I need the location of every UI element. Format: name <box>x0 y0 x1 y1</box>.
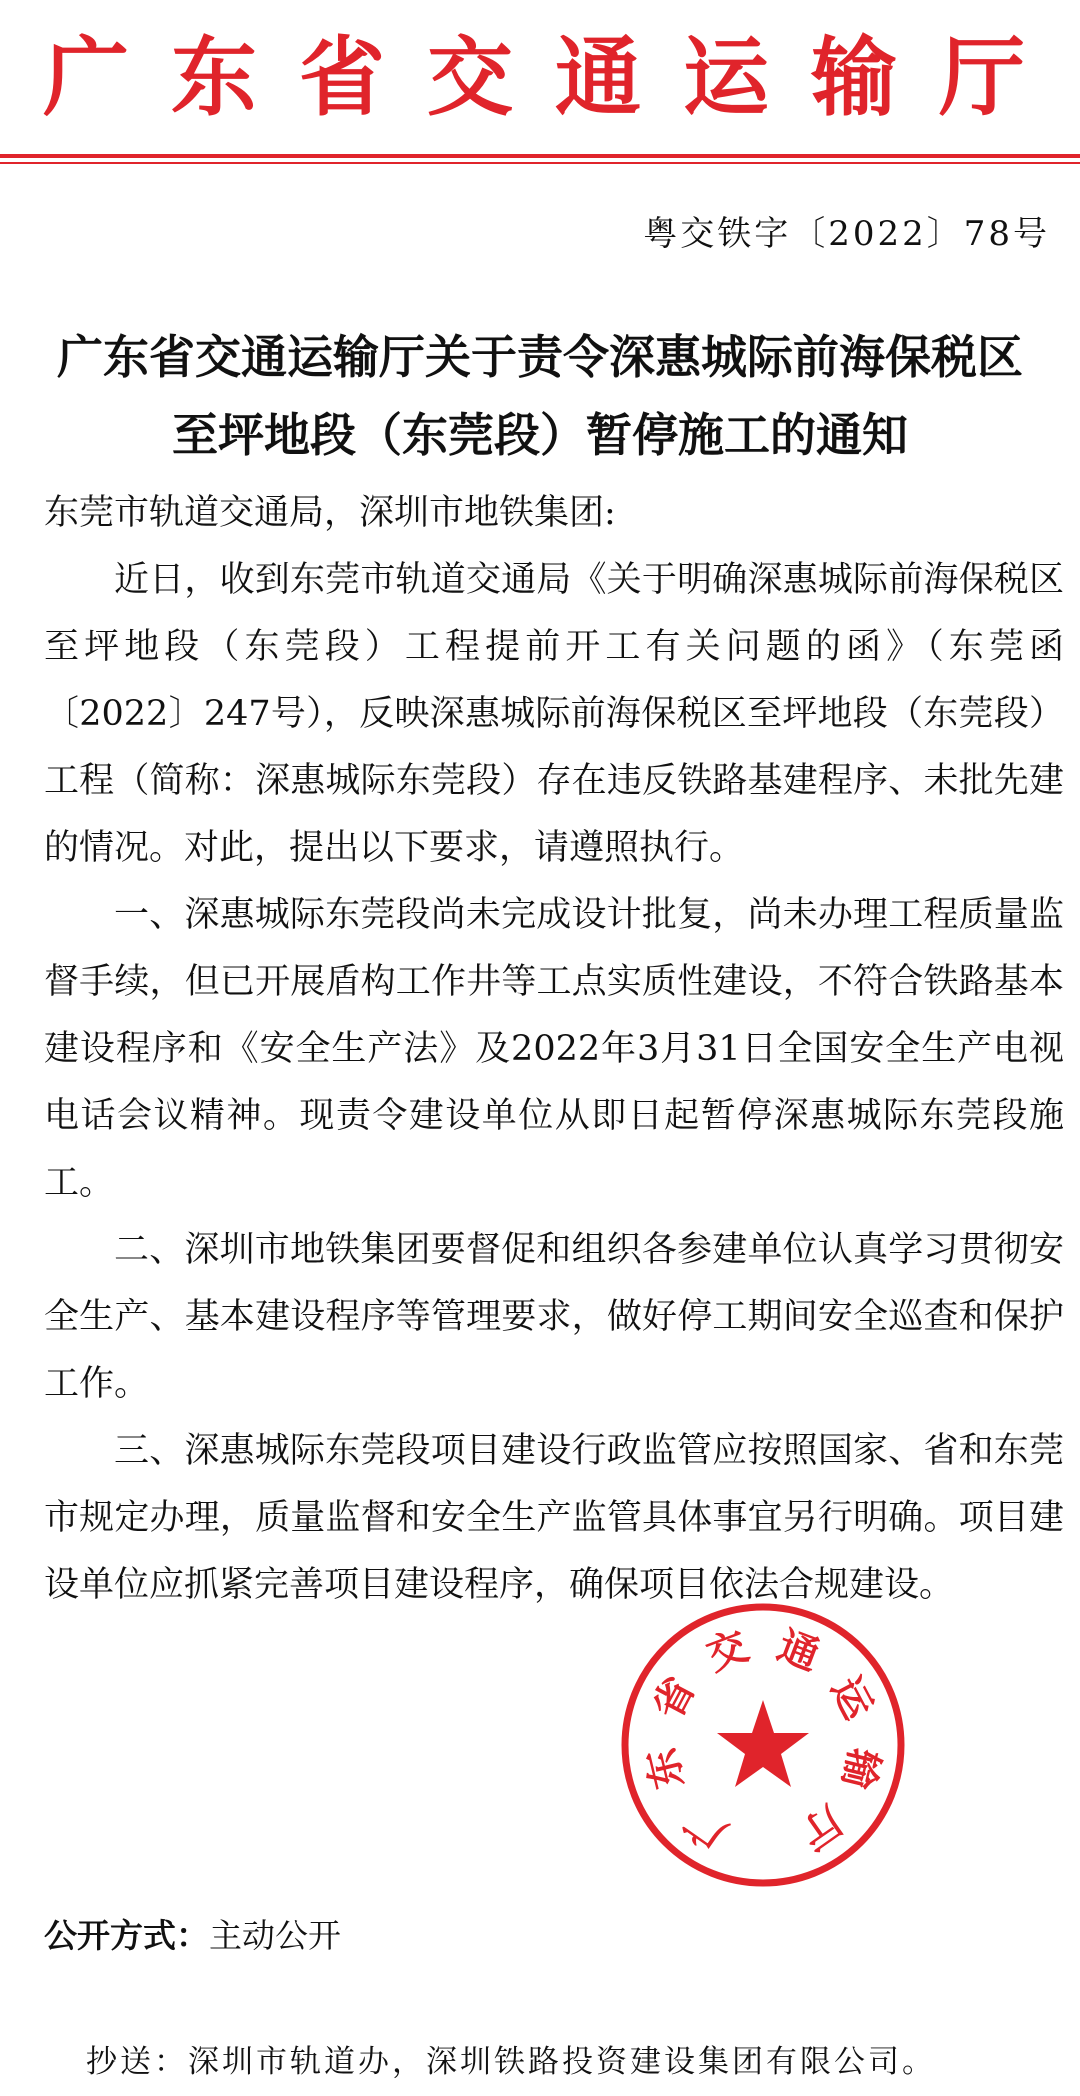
seal-character: 交 <box>700 1622 755 1681</box>
seal-character: 通 <box>771 1622 826 1681</box>
disclosure-value: 主动公开 <box>209 1916 341 1955</box>
issuer-header: 广东省交通运输厅 <box>43 27 1067 128</box>
cc-recipients: 深圳市轨道办，深圳铁路投资建设集团有限公司。 <box>188 2044 936 2080</box>
seal-character: 省 <box>644 1669 705 1727</box>
red-divider <box>0 154 1080 164</box>
disclosure-label: 公开方式： <box>44 1916 209 1955</box>
salutation: 东莞市轨道交通局，深圳市地铁集团: <box>44 493 616 533</box>
official-seal <box>618 1600 908 1890</box>
seal-character: 广 <box>676 1796 736 1858</box>
document-number: 粤交铁字〔2022〕78号 <box>643 214 1050 254</box>
seal-character: 运 <box>821 1669 882 1727</box>
star-icon <box>717 1700 809 1787</box>
document-title <box>30 318 1050 474</box>
seal-character: 厅 <box>790 1796 850 1858</box>
seal-character: 输 <box>833 1743 888 1794</box>
paragraph-item-3: 三、深惠城际东莞段项目建设行政监管应按照国家、省和东莞市规定办理，质量监督和安全生产监管具体事宜另行明确。项目建设单位应抓紧完善项目建设程序，确保项目依法合规建设。 <box>44 1431 1064 1605</box>
title-line-1: 广东省交通运输厅关于责令深惠城际前海保税区 <box>57 330 1023 384</box>
paragraph-intro: 近日，收到东莞市轨道交通局《关于明确深惠城际前海保税区至坪地段（东莞段）工程提前开工有关问题的函》（东莞函〔2022〕247号），反映深惠城际前海保税区至坪地段（东莞段）工程（简称：深惠城际东莞段）存在违反铁路基建程序、未批先建的情况。对此，提出以下要求，请遵照执行。 <box>44 560 1064 868</box>
paragraph-item-1: 一、深惠城际东莞段尚未完成设计批复，尚未办理工程质量监督手续，但已开展盾构工作井等工点实质性建设，不符合铁路基本建设程序和《安全生产法》及2022年3月31日全国安全生产电视电话会议精神。现责令建设单位从即日起暂停深惠城际东莞段施工。 <box>44 895 1064 1203</box>
cc-label: 抄送： <box>86 2044 188 2080</box>
paragraph-item-2: 二、深圳市地铁集团要督促和组织各参建单位认真学习贯彻安全生产、基本建设程序等管理要求，做好停工期间安全巡查和保护工作。 <box>44 1230 1064 1404</box>
document-body <box>44 480 1064 1619</box>
seal-character: 东 <box>638 1743 693 1794</box>
cc-line <box>86 2040 936 2084</box>
title-line-2: 至坪地段（东莞段）暂停施工的通知 <box>172 408 908 462</box>
disclosure-method <box>44 1912 341 1960</box>
